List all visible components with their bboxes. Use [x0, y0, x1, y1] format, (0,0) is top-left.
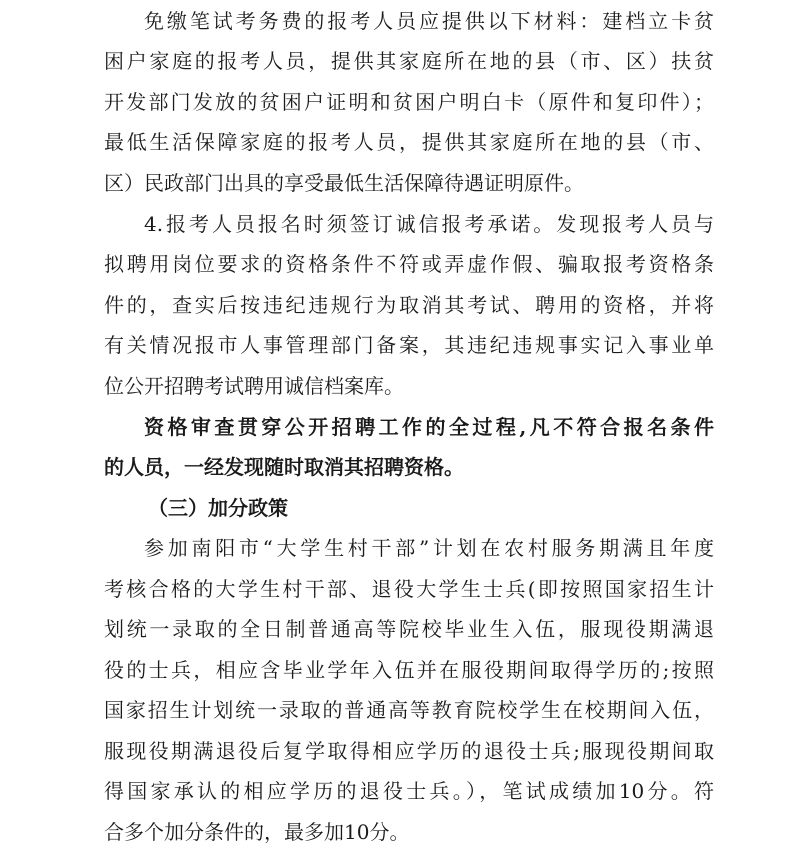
- paragraph-line: 4.报考人员报名时须签订诚信报考承诺。发现报考人员与: [144, 212, 714, 236]
- paragraph-line: 区）民政部门出具的享受最低生活保障待遇证明原件。: [104, 171, 584, 195]
- paragraph-line: 位公开招聘考试聘用诚信档案库。: [104, 374, 404, 398]
- paragraph-line: 免缴笔试考务费的报考人员应提供以下材料：建档立卡贫: [144, 9, 714, 33]
- paragraph-line: 考核合格的大学生村干部、退役大学生士兵(即按照国家招生计: [104, 577, 714, 601]
- paragraph-line: 服现役期满退役后复学取得相应学历的退役士兵;服现役期间取: [104, 739, 714, 763]
- bold-paragraph-line: 资格审查贯穿公开招聘工作的全过程,凡不符合报名条件: [144, 415, 714, 439]
- paragraph-line: 最低生活保障家庭的报考人员，提供其家庭所在地的县（市、: [104, 130, 714, 154]
- paragraph-line: 件的，查实后按违纪违规行为取消其考试、聘用的资格，并将: [104, 293, 714, 317]
- section-heading: （三）加分政策: [148, 496, 288, 520]
- bold-paragraph-line: 的人员，一经发现随时取消其招聘资格。: [104, 455, 464, 479]
- paragraph-line: 有关情况报市人事管理部门备案，其违纪违规事实记入事业单: [104, 333, 714, 357]
- paragraph-line: 拟聘用岗位要求的资格条件不符或弄虚作假、骗取报考资格条: [104, 252, 714, 276]
- paragraph-line: 参加南阳市“大学生村干部”计划在农村服务期满且年度: [144, 536, 714, 560]
- paragraph-line: 开发部门发放的贫困户证明和贫困户明白卡（原件和复印件）；: [104, 90, 714, 114]
- paragraph-line: 划统一录取的全日制普通高等院校毕业生入伍，服现役期满退: [104, 617, 714, 641]
- paragraph-line: 合多个加分条件的，最多加10分。: [104, 820, 410, 844]
- paragraph-line: 得国家承认的相应学历的退役士兵。），笔试成绩加10分。符: [104, 779, 714, 803]
- paragraph-line: 国家招生计划统一录取的普通高等教育院校学生在校期间入伍，: [104, 698, 714, 722]
- paragraph-line: 困户家庭的报考人员，提供其家庭所在地的县（市、区）扶贫: [104, 49, 714, 73]
- paragraph-line: 役的士兵，相应含毕业学年入伍并在服役期间取得学历的;按照: [104, 658, 714, 682]
